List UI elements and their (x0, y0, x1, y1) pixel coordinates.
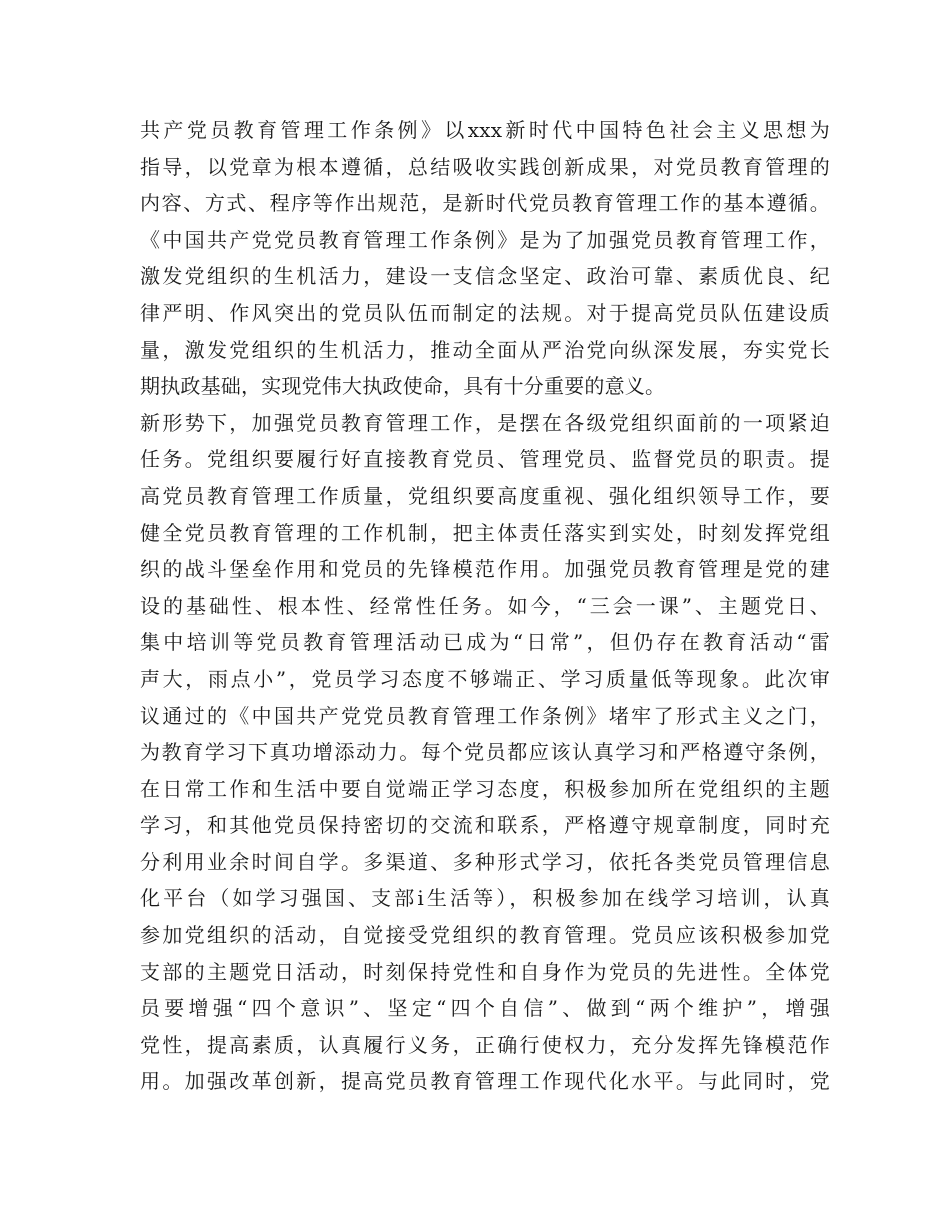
text-line: 激发党组织的生机活力，建设一支信念坚定、政治可靠、素质优良、纪 (140, 264, 830, 289)
text-line: 期执政基础，实现党伟大执政使命，具有十分重要的意义。 (140, 374, 666, 399)
text-line: 集中培训等党员教育管理活动已成为“日常”，但仍存在教育活动“雷 (140, 630, 830, 655)
text-line: 化平台（如学习强国、支部i生活等），积极参加在线学习培训，认真 (140, 886, 830, 911)
text-line: 党性，提高素质，认真履行义务，正确行使权力，充分发挥先锋模范作 (140, 1032, 830, 1057)
text-line: 健全党员教育管理的工作机制，把主体责任落实到实处，时刻发挥党组 (140, 520, 830, 545)
text-line: 新形势下，加强党员教育管理工作，是摆在各级党组织面前的一项紧迫 (140, 410, 830, 435)
text-line: 律严明、作风突出的党员队伍而制定的法规。对于提高党员队伍建设质 (140, 300, 830, 325)
text-line: 分利用业余时间自学。多渠道、多种形式学习，依托各类党员管理信息 (140, 849, 830, 874)
text-line: 议通过的《中国共产党党员教育管理工作条例》堵牢了形式主义之门， (140, 703, 830, 728)
text-line: 量，激发党组织的生机活力，推动全面从严治党向纵深发展，夯实党长 (140, 337, 830, 362)
text-line: 员要增强“四个意识”、坚定“四个自信”、做到“两个维护”，增强 (140, 996, 830, 1021)
text-line: 参加党组织的活动，自觉接受党组织的教育管理。党员应该积极参加党 (140, 923, 830, 948)
text-line: 设的基础性、根本性、经常性任务。如今，“三会一课”、主题党日、 (140, 593, 830, 618)
document-body (140, 112, 830, 1100)
text-line: 声大，雨点小”，党员学习态度不够端正、学习质量低等现象。此次审 (140, 666, 830, 691)
text-line: 用。加强改革创新，提高党员教育管理工作现代化水平。与此同时，党 (140, 1069, 830, 1094)
text-line: 高党员教育管理工作质量，党组织要高度重视、强化组织领导工作，要 (140, 483, 830, 508)
text-line: 支部的主题党日活动，时刻保持党性和自身作为党员的先进性。全体党 (140, 959, 830, 984)
text-line: 共产党员教育管理工作条例》以xxx新时代中国特色社会主义思想为 (140, 118, 830, 142)
text-line: 内容、方式、程序等作出规范，是新时代党员教育管理工作的基本遵循。 (140, 191, 830, 216)
text-line: 学习，和其他党员保持密切的交流和联系，严格遵守规章制度，同时充 (140, 813, 830, 838)
text-line: 为教育学习下真功增添动力。每个党员都应该认真学习和严格遵守条例， (140, 740, 830, 765)
text-line: 织的战斗堡垒作用和党员的先锋模范作用。加强党员教育管理是党的建 (140, 557, 830, 582)
text-line: 任务。党组织要履行好直接教育党员、管理党员、监督党员的职责。提 (140, 447, 830, 472)
text-line: 《中国共产党党员教育管理工作条例》是为了加强党员教育管理工作， (140, 227, 830, 252)
text-line: 在日常工作和生活中要自觉端正学习态度，积极参加所在党组织的主题 (140, 776, 830, 801)
text-line: 指导，以党章为根本遵循，总结吸收实践创新成果，对党员教育管理的 (140, 154, 830, 179)
